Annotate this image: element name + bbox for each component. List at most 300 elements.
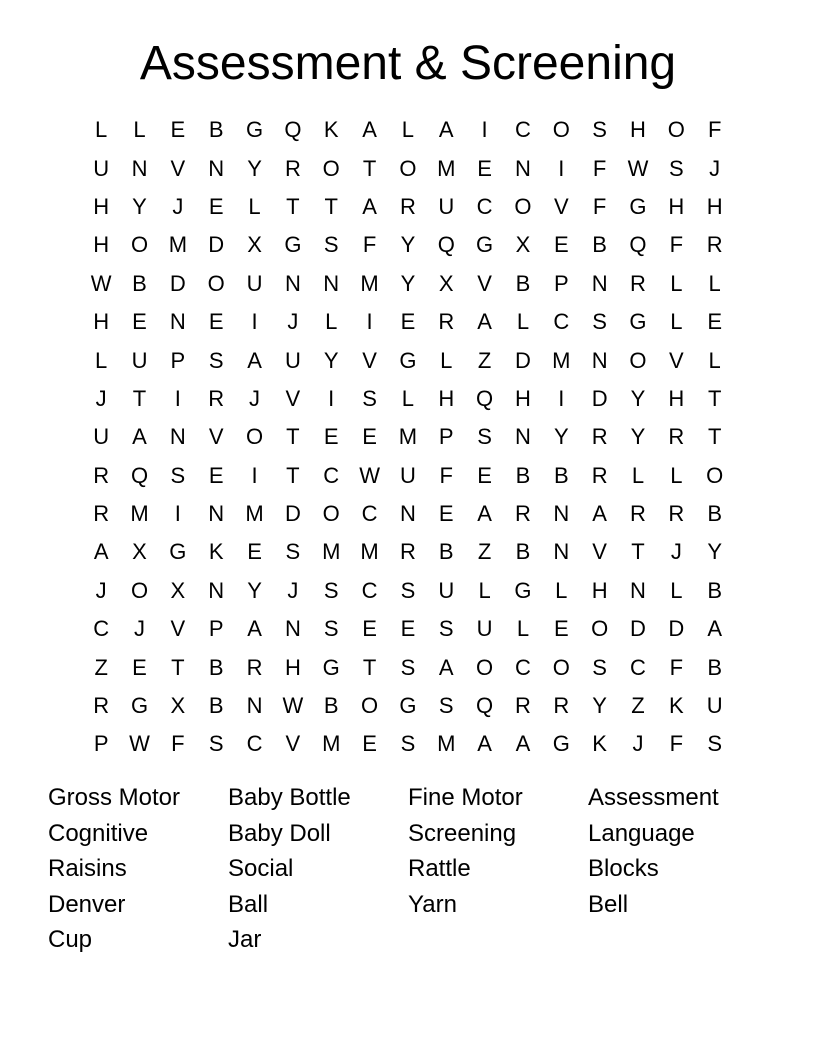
grid-cell[interactable]: D	[591, 385, 608, 411]
grid-cell[interactable]: S	[707, 731, 723, 757]
grid-cell[interactable]: W	[129, 731, 150, 757]
grid-cell[interactable]: O	[399, 155, 417, 181]
grid-cell[interactable]: B	[323, 693, 339, 719]
grid-cell[interactable]: L	[516, 616, 530, 642]
grid-cell[interactable]: D	[630, 616, 646, 642]
grid-cell[interactable]: O	[207, 270, 225, 296]
grid-cell[interactable]: E	[400, 616, 416, 642]
grid-cell[interactable]: Q	[284, 117, 302, 143]
grid-cell[interactable]: G	[169, 539, 187, 565]
grid-row	[82, 533, 734, 571]
grid-cell[interactable]: A	[132, 424, 147, 450]
grid-cell[interactable]: P	[93, 731, 109, 757]
grid-cell[interactable]: I	[174, 501, 181, 527]
grid-cell[interactable]: J	[709, 155, 721, 181]
grid-cell[interactable]: H	[93, 232, 110, 258]
grid-cell[interactable]: I	[481, 117, 488, 143]
grid-cell[interactable]: E	[400, 309, 416, 335]
grid-cell[interactable]: I	[366, 309, 373, 335]
grid-cell[interactable]: L	[708, 270, 721, 296]
grid-cell[interactable]: L	[555, 577, 568, 603]
grid-cell[interactable]: A	[707, 616, 723, 642]
grid-cell[interactable]: S	[668, 155, 684, 181]
grid-cell[interactable]: R	[93, 693, 110, 719]
grid-cell[interactable]: Y	[400, 232, 416, 258]
grid-cell[interactable]: A	[93, 539, 109, 565]
grid-cell[interactable]: C	[93, 616, 110, 642]
grid-cell[interactable]: R	[93, 462, 110, 488]
grid-cell[interactable]: H	[630, 117, 646, 143]
grid-cell[interactable]: L	[133, 117, 146, 143]
grid-cell[interactable]: R	[515, 693, 531, 719]
grid-cell[interactable]: E	[438, 501, 454, 527]
grid-cell[interactable]: J	[134, 616, 146, 642]
grid-cell[interactable]: O	[514, 193, 532, 219]
grid-cell[interactable]: B	[132, 270, 147, 296]
grid-cell[interactable]: V	[208, 424, 224, 450]
grid-cell[interactable]: M	[322, 731, 341, 757]
grid-cell[interactable]: V	[285, 731, 301, 757]
grid-cell[interactable]: G	[399, 693, 417, 719]
grid-cell[interactable]: R	[208, 385, 225, 411]
grid-cell[interactable]: H	[515, 385, 531, 411]
grid-cell[interactable]: C	[246, 731, 263, 757]
grid-cell[interactable]: K	[668, 693, 684, 719]
word-list-item: Yarn	[408, 890, 457, 918]
grid-cell[interactable]: O	[629, 347, 647, 373]
grid-cell[interactable]: B	[707, 654, 723, 680]
grid-cell[interactable]: F	[171, 731, 185, 757]
grid-cell[interactable]: B	[553, 462, 569, 488]
grid-cell[interactable]: E	[247, 539, 262, 565]
grid-cell[interactable]: M	[437, 155, 456, 181]
grid-cell[interactable]: F	[707, 117, 722, 143]
grid-cell[interactable]: T	[171, 654, 185, 680]
grid-cell[interactable]: G	[245, 117, 264, 143]
grid-cell[interactable]: A	[247, 347, 262, 373]
grid-cell[interactable]: E	[208, 309, 224, 335]
grid-cell[interactable]: L	[401, 117, 415, 143]
grid-cell[interactable]: A	[477, 731, 492, 757]
grid-cell[interactable]: M	[130, 501, 149, 527]
grid-cell[interactable]: S	[170, 462, 186, 488]
grid-cell[interactable]: L	[670, 577, 683, 603]
grid-cell[interactable]: S	[400, 731, 416, 757]
grid-cell[interactable]: L	[401, 385, 415, 411]
grid-cell[interactable]: T	[707, 424, 722, 450]
grid-cell[interactable]: H	[668, 385, 685, 411]
grid-cell[interactable]: E	[208, 462, 224, 488]
grid-cell[interactable]: Y	[132, 193, 147, 219]
grid-cell[interactable]: B	[515, 270, 531, 296]
grid-cell[interactable]: Z	[94, 654, 108, 680]
grid-cell[interactable]: S	[592, 117, 607, 143]
grid-cell[interactable]: Y	[323, 347, 339, 373]
grid-cell[interactable]: O	[361, 693, 379, 719]
grid-cell[interactable]: E	[323, 424, 339, 450]
grid-cell[interactable]: U	[399, 462, 416, 488]
grid-cell[interactable]: Y	[630, 424, 646, 450]
grid-cell[interactable]: Z	[631, 693, 645, 719]
grid-cell[interactable]: F	[669, 232, 684, 258]
grid-cell[interactable]: R	[553, 693, 570, 719]
grid-cell[interactable]: R	[630, 501, 646, 527]
grid-cell[interactable]: B	[208, 117, 224, 143]
grid-cell[interactable]: S	[285, 539, 301, 565]
grid-cell[interactable]: G	[552, 731, 570, 757]
grid-cell[interactable]: T	[362, 654, 377, 680]
grid-cell[interactable]: D	[668, 616, 685, 642]
grid-cell[interactable]: A	[438, 117, 454, 143]
grid-cell[interactable]: T	[286, 193, 300, 219]
grid-cell[interactable]: L	[95, 117, 108, 143]
grid-cell[interactable]: H	[93, 309, 110, 335]
grid-cell[interactable]: L	[478, 577, 491, 603]
grid-cell[interactable]: W	[359, 462, 380, 488]
grid-cell[interactable]: Q	[437, 232, 455, 258]
grid-cell[interactable]: S	[400, 654, 416, 680]
grid-cell[interactable]: Y	[630, 385, 646, 411]
grid-cell[interactable]: N	[323, 270, 340, 296]
grid-cell[interactable]: S	[400, 577, 416, 603]
grid-cell[interactable]: U	[93, 155, 110, 181]
grid-cell[interactable]: N	[515, 424, 531, 450]
grid-cell[interactable]: N	[399, 501, 416, 527]
grid-row	[82, 111, 734, 149]
grid-cell[interactable]: E	[132, 654, 147, 680]
grid-cell[interactable]: O	[476, 654, 494, 680]
grid-cell[interactable]: Y	[553, 424, 569, 450]
grid-cell[interactable]: W	[627, 155, 649, 181]
grid-cell[interactable]: E	[362, 616, 377, 642]
grid-cell[interactable]: H	[591, 577, 608, 603]
grid-cell[interactable]: V	[477, 270, 492, 296]
grid-cell[interactable]: B	[208, 693, 224, 719]
grid-cell[interactable]: K	[208, 539, 224, 565]
grid-cell[interactable]: S	[208, 731, 224, 757]
grid-cell[interactable]: S	[323, 577, 339, 603]
grid-cell[interactable]: A	[592, 501, 607, 527]
grid-cell[interactable]: C	[323, 462, 340, 488]
grid-cell[interactable]: R	[706, 232, 723, 258]
grid-cell[interactable]: A	[477, 309, 492, 335]
grid-cell[interactable]: S	[438, 616, 454, 642]
grid-cell[interactable]: H	[438, 385, 455, 411]
grid-cell[interactable]: R	[438, 309, 455, 335]
grid-cell[interactable]: R	[668, 501, 685, 527]
grid-cell[interactable]: C	[361, 577, 378, 603]
grid-cell[interactable]: O	[706, 462, 724, 488]
grid-cell[interactable]: H	[706, 193, 723, 219]
grid-cell[interactable]: G	[130, 693, 149, 719]
grid-cell[interactable]: L	[670, 309, 683, 335]
grid-cell[interactable]: E	[707, 309, 723, 335]
grid-cell[interactable]: E	[553, 616, 569, 642]
grid-cell[interactable]: E	[477, 462, 492, 488]
grid-cell[interactable]: R	[284, 155, 301, 181]
grid-cell[interactable]: N	[591, 270, 608, 296]
grid-cell[interactable]: U	[476, 616, 493, 642]
grid-cell[interactable]: N	[169, 424, 186, 450]
grid-cell[interactable]: N	[169, 309, 186, 335]
grid-cell[interactable]: O	[245, 424, 264, 450]
grid-cell[interactable]: U	[284, 347, 301, 373]
grid-cell[interactable]: M	[552, 347, 571, 373]
grid-cell[interactable]: F	[592, 193, 607, 219]
grid-cell[interactable]: O	[130, 232, 149, 258]
grid-cell[interactable]: M	[360, 539, 379, 565]
grid-cell[interactable]: B	[515, 462, 531, 488]
grid-cell[interactable]: G	[399, 347, 417, 373]
grid-cell[interactable]: R	[591, 424, 608, 450]
grid-cell[interactable]: O	[552, 117, 570, 143]
grid-cell[interactable]: Q	[476, 693, 494, 719]
grid-cell[interactable]: V	[592, 539, 607, 565]
word-list-item: Raisins	[48, 855, 127, 883]
grid-cell[interactable]: A	[515, 731, 531, 757]
grid-cell[interactable]: G	[629, 193, 647, 219]
grid-cell[interactable]: C	[515, 654, 531, 680]
grid-cell[interactable]: C	[476, 193, 493, 219]
grid-cell[interactable]: H	[93, 193, 110, 219]
grid-cell[interactable]: E	[477, 155, 492, 181]
grid-cell[interactable]: J	[172, 193, 184, 219]
grid-cell[interactable]: V	[553, 193, 569, 219]
grid-row	[82, 341, 734, 379]
grid-cell[interactable]: J	[95, 577, 107, 603]
grid-cell[interactable]: E	[170, 117, 186, 143]
grid-cell[interactable]: L	[631, 462, 645, 488]
grid-cell[interactable]: F	[669, 654, 684, 680]
grid-cell[interactable]: N	[208, 501, 225, 527]
grid-cell[interactable]: Q	[130, 462, 149, 488]
grid-cell[interactable]: L	[670, 462, 683, 488]
grid-cell[interactable]: F	[669, 731, 684, 757]
grid-cell[interactable]: G	[476, 232, 494, 258]
grid-cell[interactable]: O	[552, 654, 570, 680]
grid-cell[interactable]: O	[322, 501, 340, 527]
grid-cell[interactable]: L	[708, 347, 721, 373]
grid-cell[interactable]: Y	[707, 539, 723, 565]
grid-cell[interactable]: P	[170, 347, 186, 373]
word-list-row	[48, 816, 768, 852]
grid-cell[interactable]: Y	[247, 577, 262, 603]
grid-cell[interactable]: U	[246, 270, 263, 296]
grid-cell[interactable]: A	[362, 117, 377, 143]
grid-cell[interactable]: O	[591, 616, 609, 642]
grid-cell[interactable]: F	[592, 155, 607, 181]
grid-cell[interactable]: D	[515, 347, 531, 373]
grid-cell[interactable]: Z	[477, 347, 492, 373]
grid-cell[interactable]: F	[439, 462, 453, 488]
grid-cell[interactable]: M	[245, 501, 264, 527]
grid-cell[interactable]: A	[247, 616, 262, 642]
grid-cell[interactable]: X	[170, 577, 186, 603]
grid-cell[interactable]: N	[208, 577, 225, 603]
grid-cell[interactable]: R	[630, 270, 646, 296]
grid-cell[interactable]: S	[362, 385, 377, 411]
grid-cell[interactable]: S	[592, 309, 607, 335]
grid-cell[interactable]: J	[632, 731, 644, 757]
grid-cell[interactable]: Q	[476, 385, 494, 411]
grid-cell[interactable]: J	[95, 385, 107, 411]
grid-cell[interactable]: U	[93, 424, 110, 450]
grid-cell[interactable]: W	[90, 270, 112, 296]
grid-cell[interactable]: N	[284, 270, 301, 296]
word-list-row	[48, 887, 768, 923]
grid-cell[interactable]: S	[438, 693, 454, 719]
grid-cell[interactable]: P	[438, 424, 454, 450]
grid-cell[interactable]: B	[438, 539, 454, 565]
grid-cell[interactable]: N	[553, 501, 570, 527]
grid-cell[interactable]: I	[174, 385, 181, 411]
grid-cell[interactable]: H	[668, 193, 685, 219]
grid-cell[interactable]: R	[246, 654, 263, 680]
grid-cell[interactable]: N	[553, 539, 570, 565]
grid-cell[interactable]: J	[287, 577, 299, 603]
grid-cell[interactable]: Z	[477, 539, 492, 565]
grid-cell[interactable]: I	[558, 385, 565, 411]
grid-cell[interactable]: B	[707, 501, 723, 527]
grid-cell[interactable]: O	[130, 577, 149, 603]
grid-cell[interactable]: D	[284, 501, 301, 527]
grid-cell[interactable]: U	[131, 347, 148, 373]
grid-cell[interactable]: N	[284, 616, 301, 642]
grid-cell[interactable]: H	[284, 654, 301, 680]
grid-cell[interactable]: P	[208, 616, 224, 642]
grid-cell[interactable]: B	[515, 539, 531, 565]
word-list-item: Denver	[48, 890, 126, 918]
grid-cell[interactable]: E	[553, 232, 569, 258]
grid-cell[interactable]: C	[553, 309, 570, 335]
grid-cell[interactable]: E	[362, 424, 377, 450]
grid-cell[interactable]: V	[170, 616, 186, 642]
grid-cell[interactable]: R	[399, 539, 416, 565]
grid-cell[interactable]: G	[322, 654, 340, 680]
grid-cell[interactable]: N	[591, 347, 608, 373]
grid-cell[interactable]: N	[208, 155, 225, 181]
word-list-item: Blocks	[588, 855, 659, 883]
grid-cell[interactable]: Q	[629, 232, 647, 258]
grid-cell[interactable]: X	[132, 539, 147, 565]
grid-cell[interactable]: E	[208, 193, 224, 219]
grid-cell[interactable]: V	[362, 347, 377, 373]
grid-cell[interactable]: V	[668, 347, 684, 373]
grid-cell[interactable]: V	[170, 155, 186, 181]
grid-cell[interactable]: R	[668, 424, 685, 450]
grid-cell[interactable]: X	[170, 693, 186, 719]
grid-cell[interactable]: M	[360, 270, 379, 296]
grid-cell[interactable]: T	[286, 424, 300, 450]
grid-cell[interactable]: B	[592, 232, 607, 258]
grid-cell[interactable]: U	[438, 193, 455, 219]
grid-cell[interactable]: I	[251, 309, 258, 335]
grid-cell[interactable]: N	[515, 155, 531, 181]
grid-cell[interactable]: R	[515, 501, 531, 527]
grid-cell[interactable]: M	[398, 424, 418, 450]
grid-cell[interactable]: D	[169, 270, 186, 296]
grid-cell[interactable]: K	[592, 731, 607, 757]
grid-cell[interactable]: M	[437, 731, 456, 757]
grid-cell[interactable]: T	[324, 193, 338, 219]
grid-cell[interactable]: L	[95, 347, 108, 373]
grid-cell[interactable]: G	[284, 232, 302, 258]
grid-cell[interactable]: T	[707, 385, 722, 411]
grid-cell[interactable]: T	[286, 462, 300, 488]
grid-cell[interactable]: S	[477, 424, 492, 450]
grid-cell[interactable]: U	[706, 693, 723, 719]
grid-cell[interactable]: R	[399, 193, 416, 219]
grid-cell[interactable]: B	[707, 577, 723, 603]
grid-cell[interactable]: E	[362, 731, 377, 757]
grid-cell[interactable]: X	[247, 232, 262, 258]
grid-cell[interactable]: X	[438, 270, 454, 296]
grid-cell[interactable]: Y	[247, 155, 262, 181]
grid-cell[interactable]: B	[208, 654, 224, 680]
grid-cell[interactable]: N	[131, 155, 148, 181]
grid-cell[interactable]: O	[667, 117, 685, 143]
grid-cell[interactable]: I	[251, 462, 258, 488]
grid-cell[interactable]: O	[322, 155, 340, 181]
grid-cell[interactable]: D	[208, 232, 225, 258]
grid-cell[interactable]: S	[208, 347, 224, 373]
grid-cell[interactable]: J	[287, 309, 299, 335]
grid-cell[interactable]: U	[438, 577, 455, 603]
grid-cell[interactable]: T	[631, 539, 645, 565]
grid-cell[interactable]: Y	[592, 693, 607, 719]
grid-cell[interactable]: T	[362, 155, 377, 181]
grid-cell[interactable]: M	[322, 539, 341, 565]
word-list-item: Bell	[588, 890, 629, 918]
grid-cell[interactable]: T	[132, 385, 147, 411]
grid-cell[interactable]: J	[670, 539, 682, 565]
grid-cell[interactable]: R	[93, 501, 110, 527]
grid-cell[interactable]: E	[132, 309, 147, 335]
grid-cell[interactable]: M	[168, 232, 188, 258]
grid-cell[interactable]: L	[248, 193, 261, 219]
grid-cell[interactable]: G	[514, 577, 532, 603]
grid-cell[interactable]: L	[440, 347, 453, 373]
grid-cell[interactable]: A	[438, 654, 454, 680]
grid-cell[interactable]: G	[629, 309, 647, 335]
grid-cell[interactable]: C	[515, 117, 531, 143]
grid-row	[82, 380, 734, 418]
grid-cell[interactable]: V	[285, 385, 301, 411]
grid-cell[interactable]: S	[592, 654, 607, 680]
grid-cell[interactable]: I	[558, 155, 565, 181]
grid-cell[interactable]: I	[328, 385, 335, 411]
grid-cell[interactable]: S	[323, 616, 339, 642]
grid-cell[interactable]: A	[362, 193, 377, 219]
grid-cell[interactable]: Y	[400, 270, 416, 296]
grid-cell[interactable]: P	[553, 270, 569, 296]
grid-cell[interactable]: C	[361, 501, 378, 527]
grid-cell[interactable]: L	[670, 270, 683, 296]
grid-cell[interactable]: C	[630, 654, 646, 680]
grid-cell[interactable]: N	[630, 577, 646, 603]
grid-cell[interactable]: L	[325, 309, 338, 335]
grid-cell[interactable]: F	[362, 232, 377, 258]
grid-cell[interactable]: K	[323, 117, 339, 143]
grid-cell[interactable]: A	[477, 501, 492, 527]
grid-cell[interactable]: W	[282, 693, 304, 719]
grid-cell[interactable]: X	[515, 232, 531, 258]
grid-cell[interactable]: J	[249, 385, 261, 411]
grid-cell[interactable]: S	[323, 232, 339, 258]
grid-cell[interactable]: N	[246, 693, 263, 719]
grid-cell[interactable]: R	[591, 462, 608, 488]
grid-cell[interactable]: L	[516, 309, 530, 335]
